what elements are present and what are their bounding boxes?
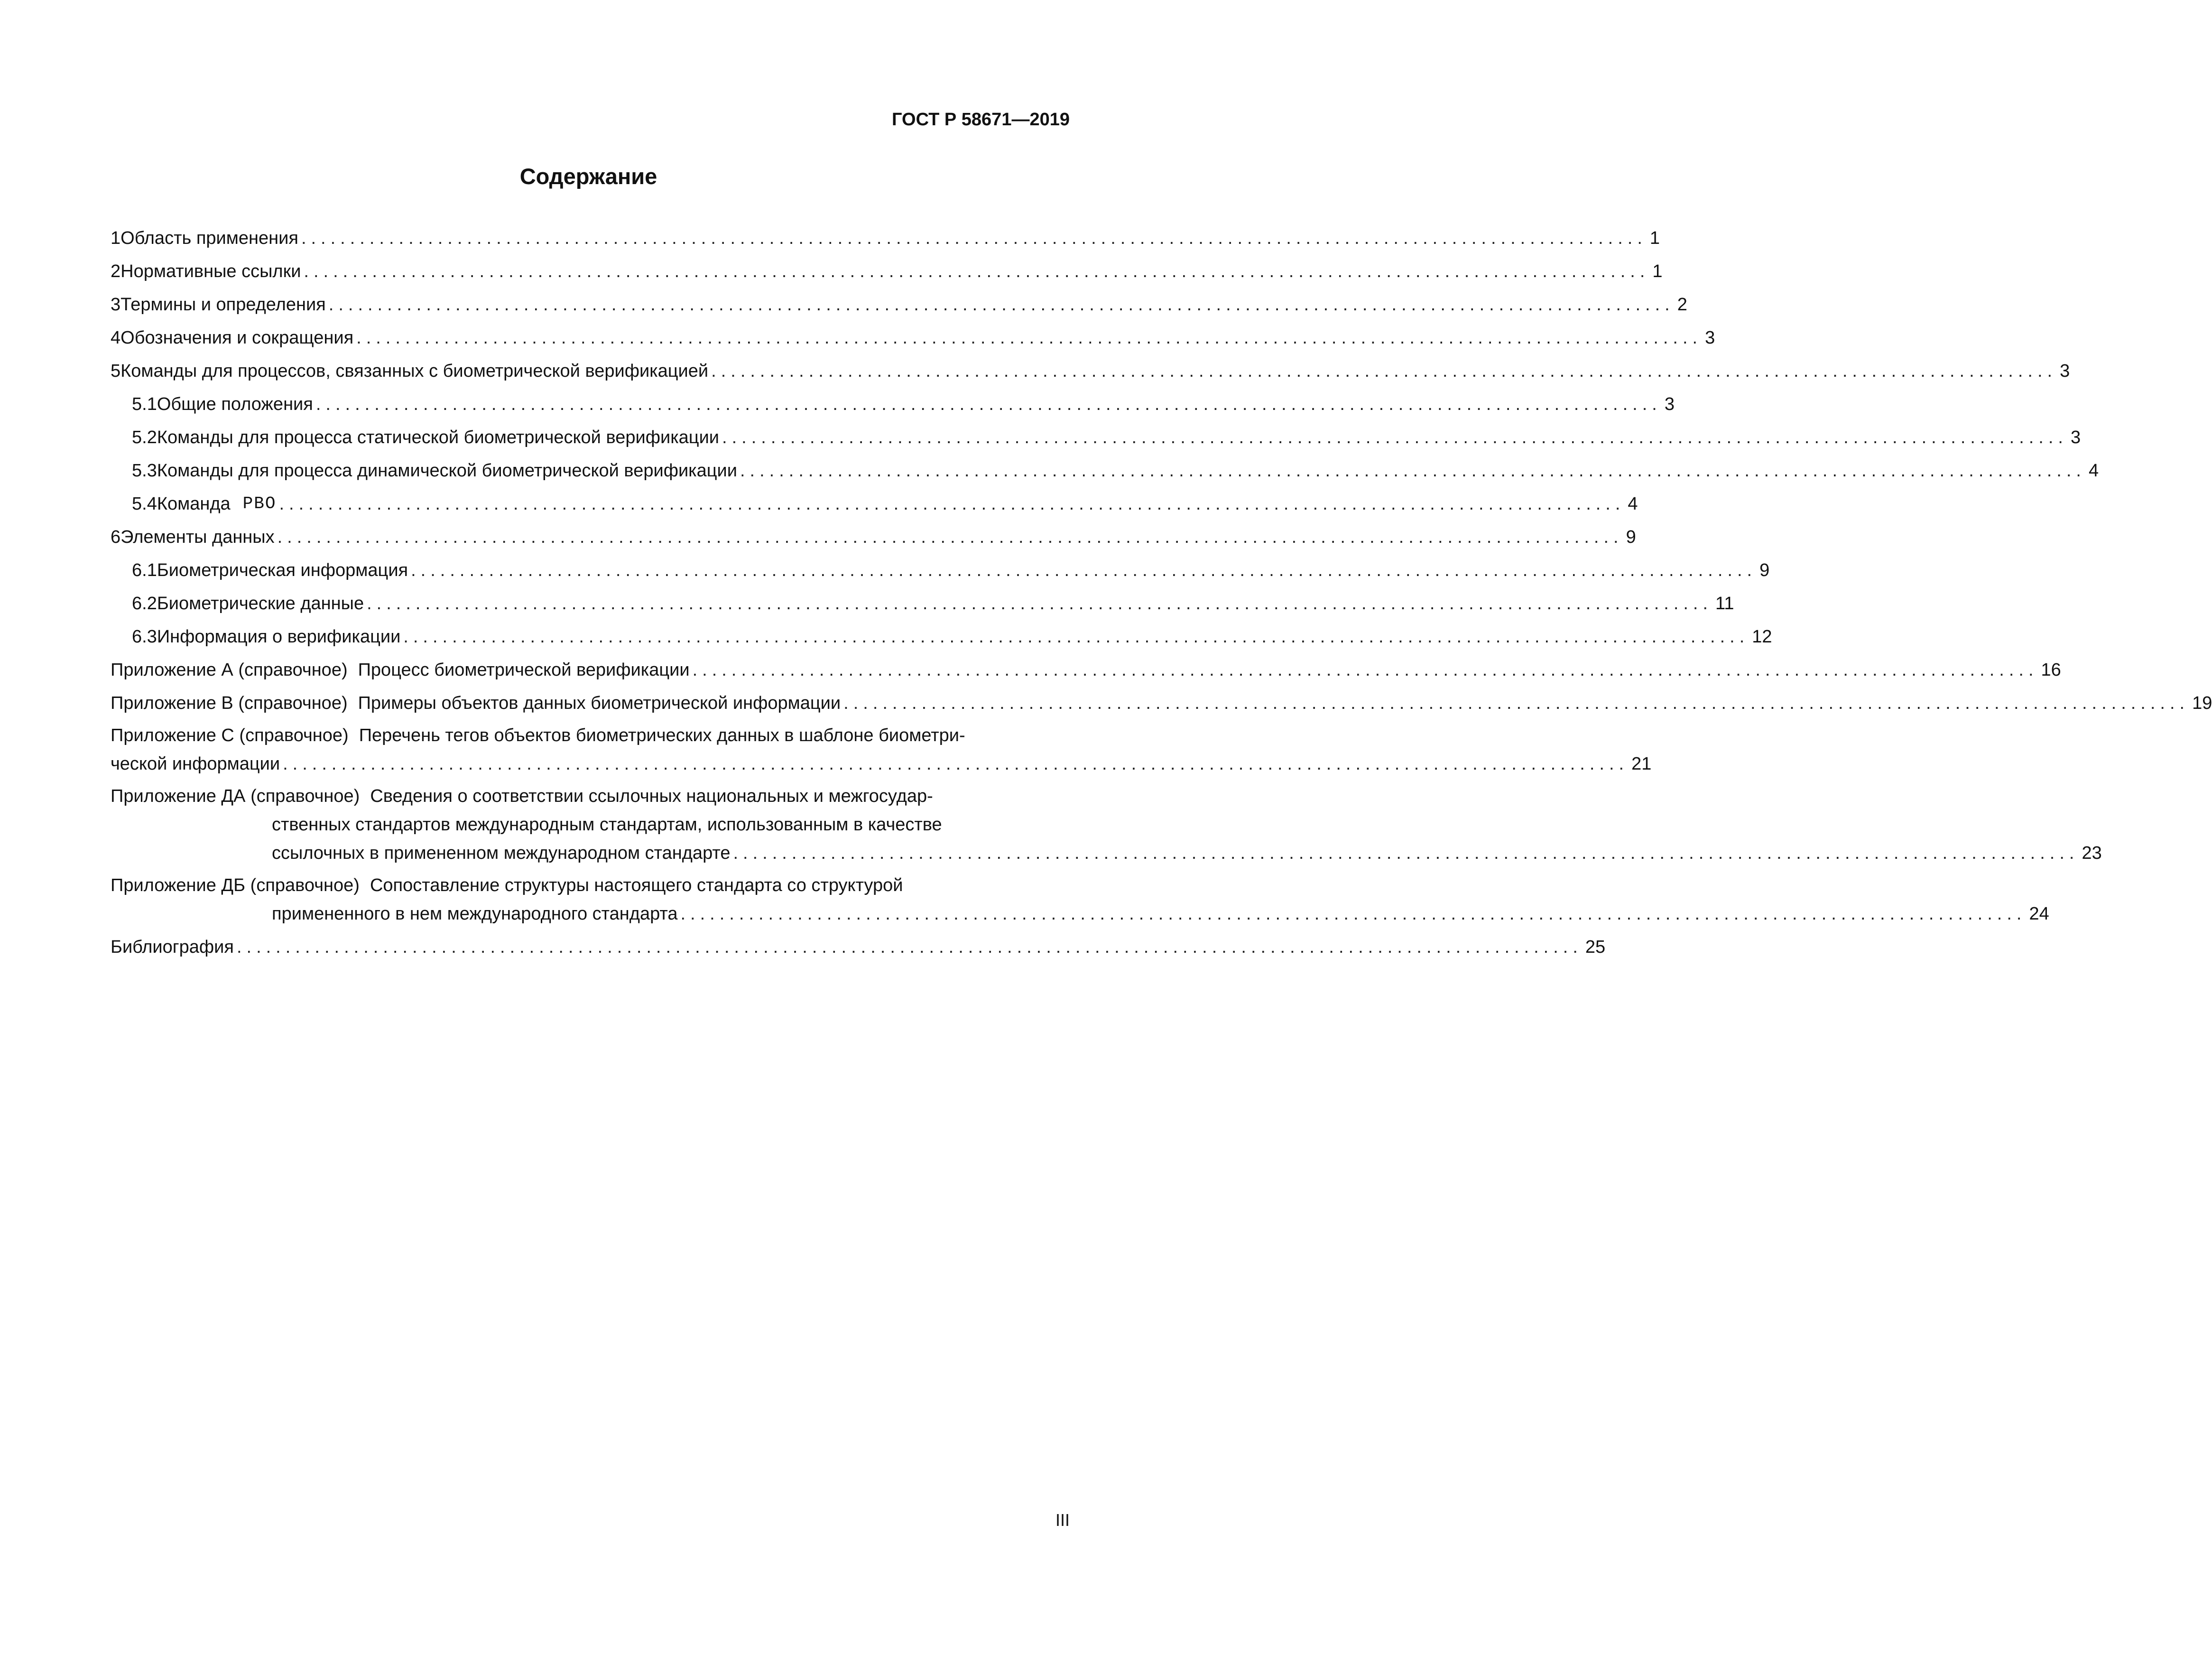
toc-number: 6.3 <box>132 627 157 647</box>
toc-page-number: 1 <box>1649 228 1660 248</box>
dot-leader: .......................................................................................................................................... <box>236 937 1583 957</box>
dot-leader: .......................................................................................................................................... <box>277 527 1623 547</box>
appendix-line <box>111 717 1070 750</box>
toc-entry-5-4[interactable] <box>111 485 1638 518</box>
appendix-title: Процесс биометрической верификации <box>358 660 690 680</box>
toc-appendix-da[interactable] <box>111 778 2102 867</box>
toc-title: Биометрические данные <box>157 594 364 614</box>
toc-number: 6.1 <box>132 560 157 580</box>
toc-number: 6 <box>111 527 121 547</box>
appendix-title-continued: примененного в нем международного стандарта <box>272 904 678 924</box>
appendix-title-continued: ческой информации <box>111 754 280 774</box>
dot-leader: .......................................................................................................................................... <box>403 627 1749 647</box>
toc-title: Информация о верификации <box>157 627 401 647</box>
appendix-title: Сопоставление структуры настоящего стандарта со структурой <box>370 875 903 895</box>
appendix-label: Приложение С (справочное) <box>111 725 349 745</box>
toc-page-number: 25 <box>1585 937 1606 957</box>
toc-entry-2[interactable] <box>111 252 1663 286</box>
toc-number: 6.2 <box>132 594 157 614</box>
toc-title: Команда <box>157 494 231 514</box>
toc-title: Область применения <box>120 228 298 248</box>
toc-number: 5.3 <box>132 461 157 481</box>
toc-page-number: 1 <box>1652 261 1663 281</box>
appendix-line <box>111 839 2102 867</box>
toc-entry-1[interactable] <box>111 219 1660 252</box>
toc-entry-5-2[interactable] <box>111 418 2081 452</box>
appendix-label: Приложение ДА (справочное) <box>111 786 360 806</box>
dot-leader: .......................................................................................................................................... <box>301 228 1647 248</box>
toc-number: 2 <box>111 261 121 281</box>
toc-page-number: 12 <box>1752 627 1772 647</box>
page-title: Содержание <box>519 164 657 189</box>
dot-leader: .......................................................................................................................................... <box>692 660 2038 680</box>
toc-number: 5 <box>111 361 121 381</box>
page-number: III <box>1055 1510 1070 1530</box>
toc-number: 5.4 <box>132 494 157 514</box>
toc-page-number: 16 <box>2041 660 2061 680</box>
toc-entry-6-3[interactable] <box>111 618 1772 651</box>
toc-page-number: 3 <box>1664 394 1675 414</box>
toc-entry-6-1[interactable] <box>111 551 1770 585</box>
toc-entry-4[interactable] <box>111 319 1715 352</box>
dot-leader: .......................................................................................................................................... <box>733 843 2079 863</box>
toc-title: Нормативные ссылки <box>120 261 301 281</box>
toc-number: 3 <box>111 295 121 315</box>
toc-appendix-a[interactable] <box>111 651 2061 684</box>
dot-leader: .......................................................................................................................................... <box>722 428 2068 447</box>
appendix-line <box>111 778 1070 810</box>
dot-leader: .......................................................................................................................................... <box>356 328 1703 348</box>
toc-page-number: 3 <box>2070 428 2081 447</box>
toc-appendix-c[interactable] <box>111 717 1652 778</box>
toc-number: 1 <box>111 228 121 248</box>
appendix-line <box>111 867 1070 900</box>
dot-leader: .......................................................................................................................................... <box>367 594 1713 614</box>
toc-title: Элементы данных <box>120 527 275 547</box>
dot-leader: .......................................................................................................................................... <box>411 560 1757 580</box>
toc-page-number: 9 <box>1759 560 1770 580</box>
toc-page-number: 11 <box>1715 594 1734 614</box>
appendix-title: Примеры объектов данных биометрической информации <box>358 693 841 713</box>
dot-leader: .......................................................................................................................................... <box>328 295 1675 315</box>
toc-page-number: 4 <box>2088 461 2099 481</box>
toc-number: 4 <box>111 328 121 348</box>
command-code: PBO <box>242 494 277 513</box>
table-of-contents <box>111 219 2212 961</box>
dot-leader: .......................................................................................................................................... <box>315 394 1662 414</box>
dot-leader: .......................................................................................................................................... <box>279 494 1625 514</box>
toc-page-number: 3 <box>2060 361 2070 381</box>
dot-leader: .......................................................................................................................................... <box>843 693 2190 713</box>
appendix-label: Приложение В (справочное) <box>111 693 348 713</box>
toc-page-number: 2 <box>1677 295 1687 315</box>
appendix-title-continued: ственных стандартов международным стандартам, использованным в качестве <box>272 815 942 835</box>
toc-title: Термины и определения <box>120 295 326 315</box>
toc-number: 5.2 <box>132 428 157 447</box>
toc-entry-3[interactable] <box>111 286 1687 319</box>
toc-title: Биометрическая информация <box>157 560 408 580</box>
toc-page-number: 3 <box>1705 328 1715 348</box>
toc-entry-6[interactable] <box>111 518 1636 551</box>
toc-number: 5.1 <box>132 394 157 414</box>
toc-title: Библиография <box>111 937 234 957</box>
toc-appendix-db[interactable] <box>111 867 2049 928</box>
toc-title: Обозначения и сокращения <box>120 328 354 348</box>
appendix-title: Перечень тегов объектов биометрических данных в шаблоне биометри- <box>359 725 965 745</box>
dot-leader: .......................................................................................................................................... <box>304 261 1650 281</box>
toc-page-number: 23 <box>2082 843 2102 863</box>
toc-title: Команды для процесса динамической биометрической верификации <box>157 461 737 481</box>
toc-title: Общие положения <box>157 394 313 414</box>
appendix-title: Сведения о соответствии ссылочных национальных и межгосудар- <box>370 786 933 806</box>
appendix-line <box>111 900 2049 928</box>
toc-title: Команды для процессов, связанных с биометрической верификацией <box>120 361 709 381</box>
appendix-title-continued: ссылочных в примененном международном стандарте <box>272 843 731 863</box>
toc-entry-5-3[interactable] <box>111 452 2099 485</box>
appendix-line <box>111 750 1652 778</box>
toc-entry-5-1[interactable] <box>111 385 1675 418</box>
toc-page-number: 19 <box>2192 693 2212 713</box>
dot-leader: .......................................................................................................................................... <box>283 754 1629 774</box>
dot-leader: .......................................................................................................................................... <box>740 461 2086 481</box>
toc-page-number: 9 <box>1626 527 1636 547</box>
toc-entry-5[interactable] <box>111 352 2070 385</box>
dot-leader: .......................................................................................................................................... <box>711 361 2057 381</box>
toc-entry-6-2[interactable] <box>111 585 1734 618</box>
appendix-label: Приложение А (справочное) <box>111 660 348 680</box>
toc-page-number: 24 <box>2029 904 2049 924</box>
document-code: ГОСТ Р 58671—2019 <box>892 110 1070 130</box>
toc-title: Команды для процесса статической биометрической верификации <box>157 428 720 447</box>
dot-leader: .......................................................................................................................................... <box>680 904 2027 924</box>
appendix-label: Приложение ДБ (справочное) <box>111 875 360 895</box>
toc-page-number: 4 <box>1628 494 1638 514</box>
toc-bibliography[interactable] <box>111 928 1606 961</box>
toc-page-number: 21 <box>1631 754 1652 774</box>
toc-appendix-b[interactable] <box>111 684 2212 717</box>
